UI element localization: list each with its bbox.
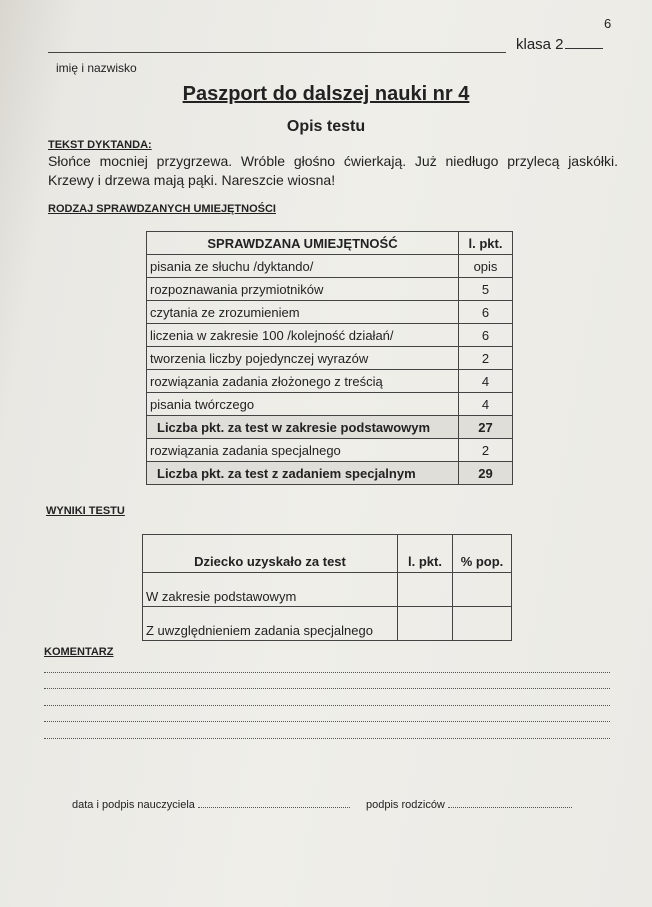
comment-line[interactable]: [44, 705, 610, 706]
subtotal-row: [147, 416, 513, 439]
points-cell: 4: [459, 393, 513, 416]
skill-cell: rozpoznawania przymiotników: [147, 278, 459, 301]
class-underline: [565, 48, 603, 49]
table-row: [147, 347, 513, 370]
parents-signature-field: [366, 799, 572, 811]
results-col-percent: % pop.: [453, 535, 512, 573]
result-percent-cell[interactable]: [453, 573, 512, 607]
points-cell: 4: [459, 370, 513, 393]
skill-cell: pisania twórczego: [147, 393, 459, 416]
results-table: [142, 534, 512, 641]
skill-cell: rozwiązania zadania specjalnego: [147, 439, 459, 462]
skills-heading: RODZAJ SPRAWDZANYCH UMIEJĘTNOŚCI: [48, 203, 276, 215]
total-row: [147, 462, 513, 485]
skills-col-points: l. pkt.: [459, 232, 513, 255]
points-cell: 2: [459, 347, 513, 370]
table-row: [143, 573, 512, 607]
table-row: [147, 301, 513, 324]
skill-cell: pisania ze słuchu /dyktando/: [147, 255, 459, 278]
page-subtitle: Opis testu: [286, 118, 366, 135]
skill-cell: czytania ze zrozumieniem: [147, 301, 459, 324]
results-col-points: l. pkt.: [398, 535, 453, 573]
table-row: [147, 278, 513, 301]
comment-heading: KOMENTARZ: [44, 646, 114, 658]
dictation-heading: TEKST DYKTANDA:: [48, 139, 152, 151]
points-cell: 2: [459, 439, 513, 462]
subtotal-points: 27: [459, 416, 513, 439]
comment-line[interactable]: [44, 738, 610, 739]
skills-header-row: [147, 232, 513, 255]
comment-line[interactable]: [44, 672, 610, 673]
name-label: imię i nazwisko: [56, 61, 137, 75]
class-label: klasa 2: [516, 36, 564, 53]
points-cell: 6: [459, 324, 513, 347]
dictation-line-1: Słońce mocniej przygrzewa. Wróble głośno ćwierkają. Już niedługo przylecą jaskółki.: [48, 153, 618, 169]
total-points: 29: [459, 462, 513, 485]
result-label: W zakresie podstawowym: [143, 573, 398, 607]
class-field: [516, 36, 603, 53]
points-cell: opis: [459, 255, 513, 278]
teacher-signature-label: data i podpis nauczyciela: [72, 799, 195, 811]
results-heading: WYNIKI TESTU: [46, 505, 125, 517]
table-row: [147, 393, 513, 416]
dictation-text: [48, 152, 618, 190]
parents-signature-line[interactable]: [448, 807, 572, 808]
page-number: 6: [604, 16, 612, 31]
result-points-cell[interactable]: [398, 607, 453, 641]
teacher-signature-line[interactable]: [198, 807, 350, 808]
table-row: [147, 370, 513, 393]
skills-col-skill: SPRAWDZANA UMIEJĘTNOŚĆ: [147, 232, 459, 255]
result-label: Z uwzględnieniem zadania specjalnego: [143, 607, 398, 641]
skill-cell: liczenia w zakresie 100 /kolejność działań/: [147, 324, 459, 347]
points-cell: 5: [459, 278, 513, 301]
table-row: [147, 439, 513, 462]
result-percent-cell[interactable]: [453, 607, 512, 641]
result-points-cell[interactable]: [398, 573, 453, 607]
name-underline: [48, 52, 506, 53]
table-row: [147, 255, 513, 278]
total-label: Liczba pkt. za test z zadaniem specjalnym: [147, 462, 459, 485]
subtotal-label: Liczba pkt. za test w zakresie podstawowym: [147, 416, 459, 439]
skill-cell: tworzenia liczby pojedynczej wyrazów: [147, 347, 459, 370]
teacher-signature-field: [72, 799, 350, 811]
table-row: [147, 324, 513, 347]
points-cell: 6: [459, 301, 513, 324]
skill-cell: rozwiązania zadania złożonego z treścią: [147, 370, 459, 393]
comment-line[interactable]: [44, 721, 610, 722]
table-row: [143, 607, 512, 641]
results-col-result: Dziecko uzyskało za test: [143, 535, 398, 573]
parents-signature-label: podpis rodziców: [366, 799, 445, 811]
skills-table: [146, 231, 513, 485]
page-title: Paszport do dalszej nauki nr 4: [182, 83, 470, 105]
dictation-line-2: Krzewy i drzewa mają pąki. Nareszcie wiosna!: [48, 172, 336, 188]
results-header-row: [143, 535, 512, 573]
comment-line[interactable]: [44, 688, 610, 689]
